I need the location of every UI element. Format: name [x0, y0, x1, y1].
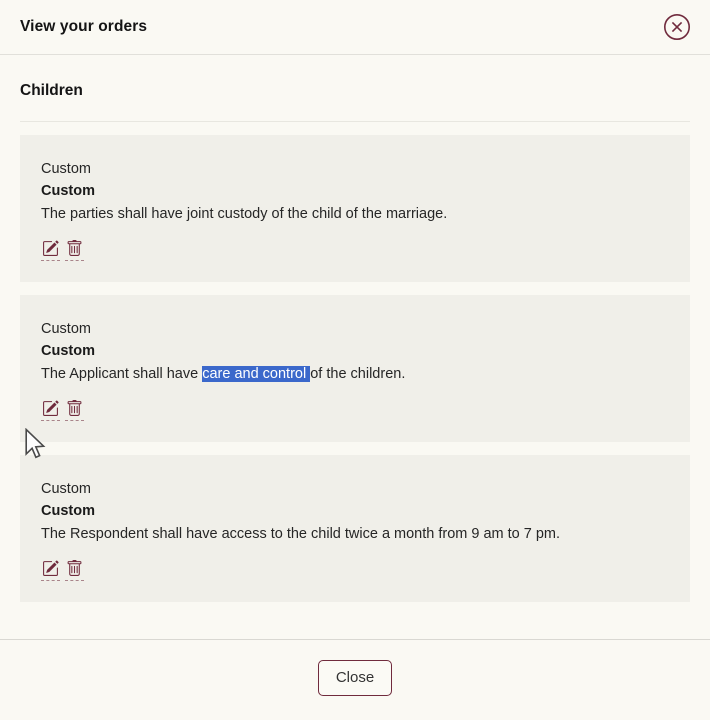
close-icon[interactable]	[662, 12, 692, 42]
order-card-2	[20, 295, 690, 442]
delete-button[interactable]	[65, 560, 84, 581]
order-text-plain: The parties shall have joint custody of the child of the marriage.	[41, 206, 448, 222]
modal-footer	[0, 639, 710, 720]
pencil-square-icon	[42, 560, 59, 577]
order-card-3	[20, 455, 690, 602]
order-card-1	[20, 135, 690, 282]
order-type: Custom	[41, 503, 95, 519]
order-text	[41, 203, 670, 225]
trash-icon	[66, 240, 83, 257]
edit-button[interactable]	[41, 400, 60, 421]
edit-button[interactable]	[41, 240, 60, 261]
order-list	[20, 135, 690, 602]
order-text-plain: The Respondent shall have access to the child twice a month from 9 am to 7 pm.	[41, 526, 561, 542]
order-type: Custom	[41, 183, 95, 199]
pencil-square-icon	[42, 400, 59, 417]
order-category: Custom	[41, 481, 91, 497]
delete-button[interactable]	[65, 240, 84, 261]
delete-button[interactable]	[65, 400, 84, 421]
order-text-plain: The Applicant shall have	[41, 366, 203, 382]
pencil-square-icon	[42, 240, 59, 257]
order-actions	[41, 400, 670, 421]
selected-text: care and control	[202, 366, 311, 382]
section-heading: Children	[20, 82, 83, 99]
order-text-plain: of the children.	[310, 366, 406, 382]
close-button[interactable]: Close	[318, 660, 392, 696]
order-category: Custom	[41, 321, 91, 337]
modal-header	[0, 0, 710, 55]
section-divider	[20, 121, 690, 122]
edit-button[interactable]	[41, 560, 60, 581]
order-text	[41, 363, 670, 385]
order-type: Custom	[41, 343, 95, 359]
trash-icon	[66, 560, 83, 577]
order-actions	[41, 240, 670, 261]
order-text	[41, 523, 670, 545]
modal-body	[0, 55, 710, 639]
order-category: Custom	[41, 161, 91, 177]
order-actions	[41, 560, 670, 581]
trash-icon	[66, 400, 83, 417]
modal-title: View your orders	[20, 18, 148, 35]
